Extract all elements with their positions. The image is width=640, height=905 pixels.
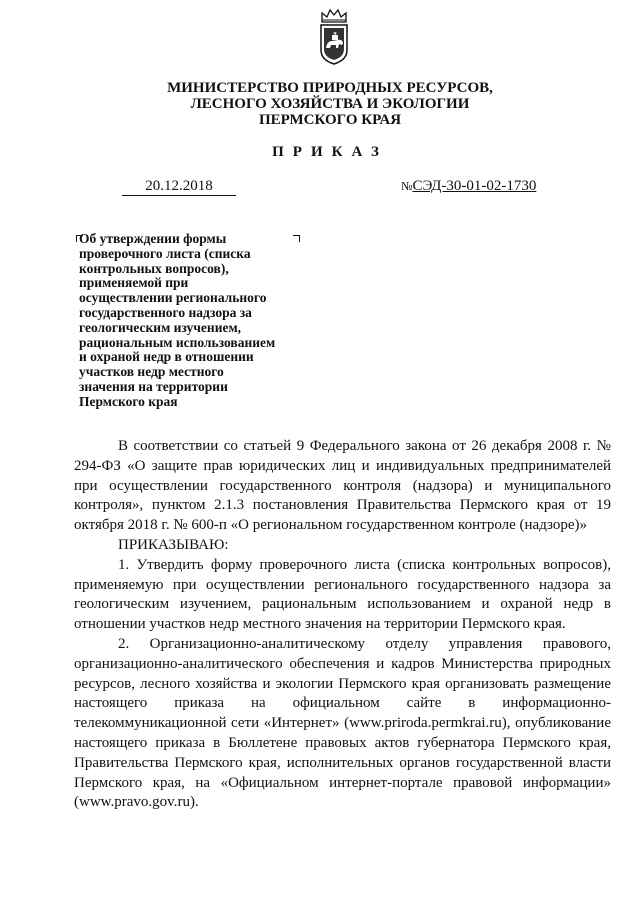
order-item-2: 2. Организационно-аналитическому отделу управления правового, организационно-аналитического обеспечения и кадров Министерства природных ресурсов, лесного хозяйства и экологии Пермского края организовать размещение настоящего приказа на официальном сайте в информационно-телекоммуникационной сети «Интернет» (www.priroda.permkrai.ru), опубликование настоящего приказа в Бюллетене правовых актов губернатора Пермского края, Правительства Пермского края, исполнительных органов государственной власти Пермского края, на «Официальном интернет-портале правовой информации» (www.pravo.gov.ru).: [74, 635, 611, 811]
order-subject: [79, 232, 319, 410]
ministry-line: МИНИСТЕРСТВО ПРИРОДНЫХ РЕСУРСОВ,: [167, 80, 493, 96]
ministry-header: [150, 80, 510, 128]
order-item-1: 1. Утвердить форму проверочного листа (списка контрольных вопросов), применяемую при осуществлении регионального государственного надзора за геологическим изучением, рациональным использованием и охраной недр в отношении участков недр местного значения на территории Пермского края.: [74, 556, 611, 633]
ministry-line: ПЕРМСКОГО КРАЯ: [258, 112, 402, 128]
order-number: [401, 178, 536, 195]
order-body: [74, 437, 611, 813]
number-value: СЭД-30-01-02-1730: [412, 178, 537, 194]
subject-line: применяемой при: [79, 275, 189, 291]
subject-line: и охраной недр в отношении: [79, 349, 254, 365]
subject-line: государственного надзора за: [79, 304, 252, 320]
intro-paragraph: В соответствии со статьей 9 Федерального закона от 26 декабря 2008 г. № 294-ФЗ «О защите прав юридических лиц и индивидуальных предпринимателей при осуществлении государственного контроля (надзора) и муниципального контроля», пунктом 2.1.3 постановления Правительства Пермского края от 19 октября 2018 г. № 600-п «О региональном государственном контроле (надзоре)»: [74, 438, 611, 534]
subject-line: осуществлении регионального: [79, 290, 267, 306]
subject-line: проверочного листа (списка: [79, 245, 251, 261]
number-sign: №: [401, 179, 413, 193]
subject-line: контрольных вопросов),: [79, 260, 229, 276]
subject-line: геологическим изучением,: [79, 319, 242, 335]
subject-line: участков недр местного: [79, 364, 224, 380]
order-directive-label: ПРИКАЗЫВАЮ:: [118, 536, 229, 553]
subject-line: значения на территории: [79, 378, 228, 394]
document-type: ПРИКАЗ: [272, 144, 388, 160]
subject-line: рациональным использованием: [79, 334, 276, 350]
order-date: 20.12.2018: [122, 178, 236, 196]
ministry-line: ЛЕСНОГО ХОЗЯЙСТВА И ЭКОЛОГИИ: [190, 96, 470, 112]
subject-line: Об утверждении формы: [79, 231, 227, 246]
subject-line: Пермского края: [79, 393, 178, 409]
coat-of-arms-icon: [318, 8, 350, 66]
